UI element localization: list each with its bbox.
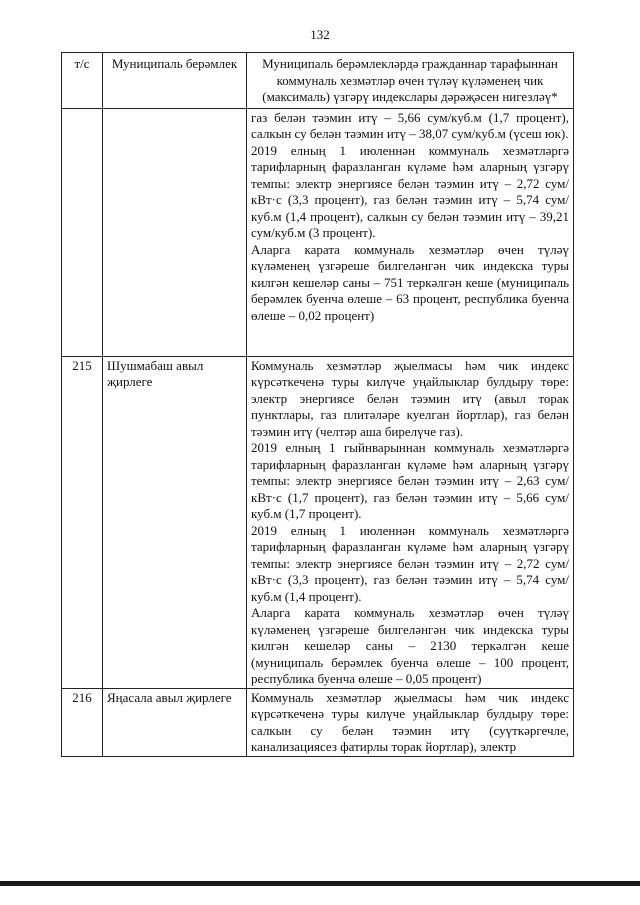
header-num: т/с <box>62 53 103 109</box>
row-num: 215 <box>62 356 103 688</box>
paragraph: Коммуналь хезмәтләр җыелмасы һәм чик индекс күрсәткеченә туры килүче уңайлыклар булдыру төре: электр энергиясе белән тәэмин итү (авыл торак пунктлары, газ плитәләре куелган йортлар), газ белән тәэмин итү (челтәр аша бирелүче газ). <box>251 357 569 439</box>
row-description <box>247 688 574 756</box>
table-row <box>62 356 574 688</box>
page-number: 132 <box>310 27 330 42</box>
paragraph: Аларга карата коммуналь хезмәтләр өчен түләү күләменең үзгәреше билгеләнгән чик индекска туры килгән кешеләр саны – 2130 теркәлгән кеше (муниципаль берәмлек буенча өлеше – 100 процент, республика буенча өлеше – 0,05 процент) <box>251 605 569 686</box>
table-row <box>62 108 574 356</box>
scan-edge-rule <box>0 881 640 886</box>
paragraph: 2019 елның 1 июленнән коммуналь хезмәтләргә тарифларның фаразланган күләме һәм аларның үзгәрү темпы: электр энергиясе белән тәэмин итү – 2,72 сум/кВт·с (3,3 процент), газ белән тәэмин итү – 5,74 сум/куб.м (1,4 процент). <box>251 522 569 604</box>
row-num <box>62 108 103 356</box>
paragraph: Коммуналь хезмәтләр җыелмасы һәм чик индекс күрсәткеченә туры килүче уңайлыклар булдыру төре: салкын су белән тәэмин итү (суүткәргечле, канализациясез фатирлы торак йортлар), электр <box>251 689 569 754</box>
row-municipality: Яңасала авыл җирлеге <box>103 688 247 756</box>
table-header-row <box>62 53 574 109</box>
table-row <box>62 688 574 756</box>
paragraph: 2019 елның 1 июленнән коммуналь хезмәтләргә тарифларның фаразланган күләме һәм аларның үзгәрү темпы: электр энергиясе белән тәэмин итү – 2,72 сум/кВт·с (3,3 процент), газ белән тәэмин итү – 5,74 сум/куб.м (1,4 процент), салкын су белән тәэмин итү – 39,21 сум/куб.м (3 процент). <box>251 142 569 240</box>
utility-index-table <box>61 52 574 757</box>
row-description <box>247 108 574 356</box>
header-description: Муниципаль берәмлекләрдә гражданнар тарафыннан коммуналь хезмәтләр өчен түләү күләменең чик (максималь) үзгәрү индекслары дәрәҗәсен нигезләү* <box>247 53 574 109</box>
row-description <box>247 356 574 688</box>
paragraph: газ белән тәэмин итү – 5,66 сум/куб.м (1,7 процент), салкын су белән тәэмин итү – 38,07 сум/куб.м (үсеш юк). <box>251 109 569 141</box>
row-municipality: Шушмабаш авыл җирлеге <box>103 356 247 688</box>
paragraph: Аларга карата коммуналь хезмәтләр өчен түләү күләменең үзгәреше билгеләнгән чик индекска туры килгән кешеләр саны – 751 теркәлгән кеше (муниципаль берәмлек буенча өлеше – 63 процент, республика буенча өлеше – 0,02 процент) <box>251 241 569 323</box>
row-num: 216 <box>62 688 103 756</box>
header-municipality: Муниципаль берәмлек <box>103 53 247 109</box>
row-municipality <box>103 108 247 356</box>
paragraph: 2019 елның 1 гыйнварыннан коммуналь хезмәтләргә тарифларның фаразланган күләме һәм аларның үзгәрү темпы: электр энергиясе белән тәэмин итү – 2,63 сум/кВт·с (1,7 процент), газ белән тәэмин итү – 5,66 сум/куб.м (1,7 процент). <box>251 440 569 521</box>
